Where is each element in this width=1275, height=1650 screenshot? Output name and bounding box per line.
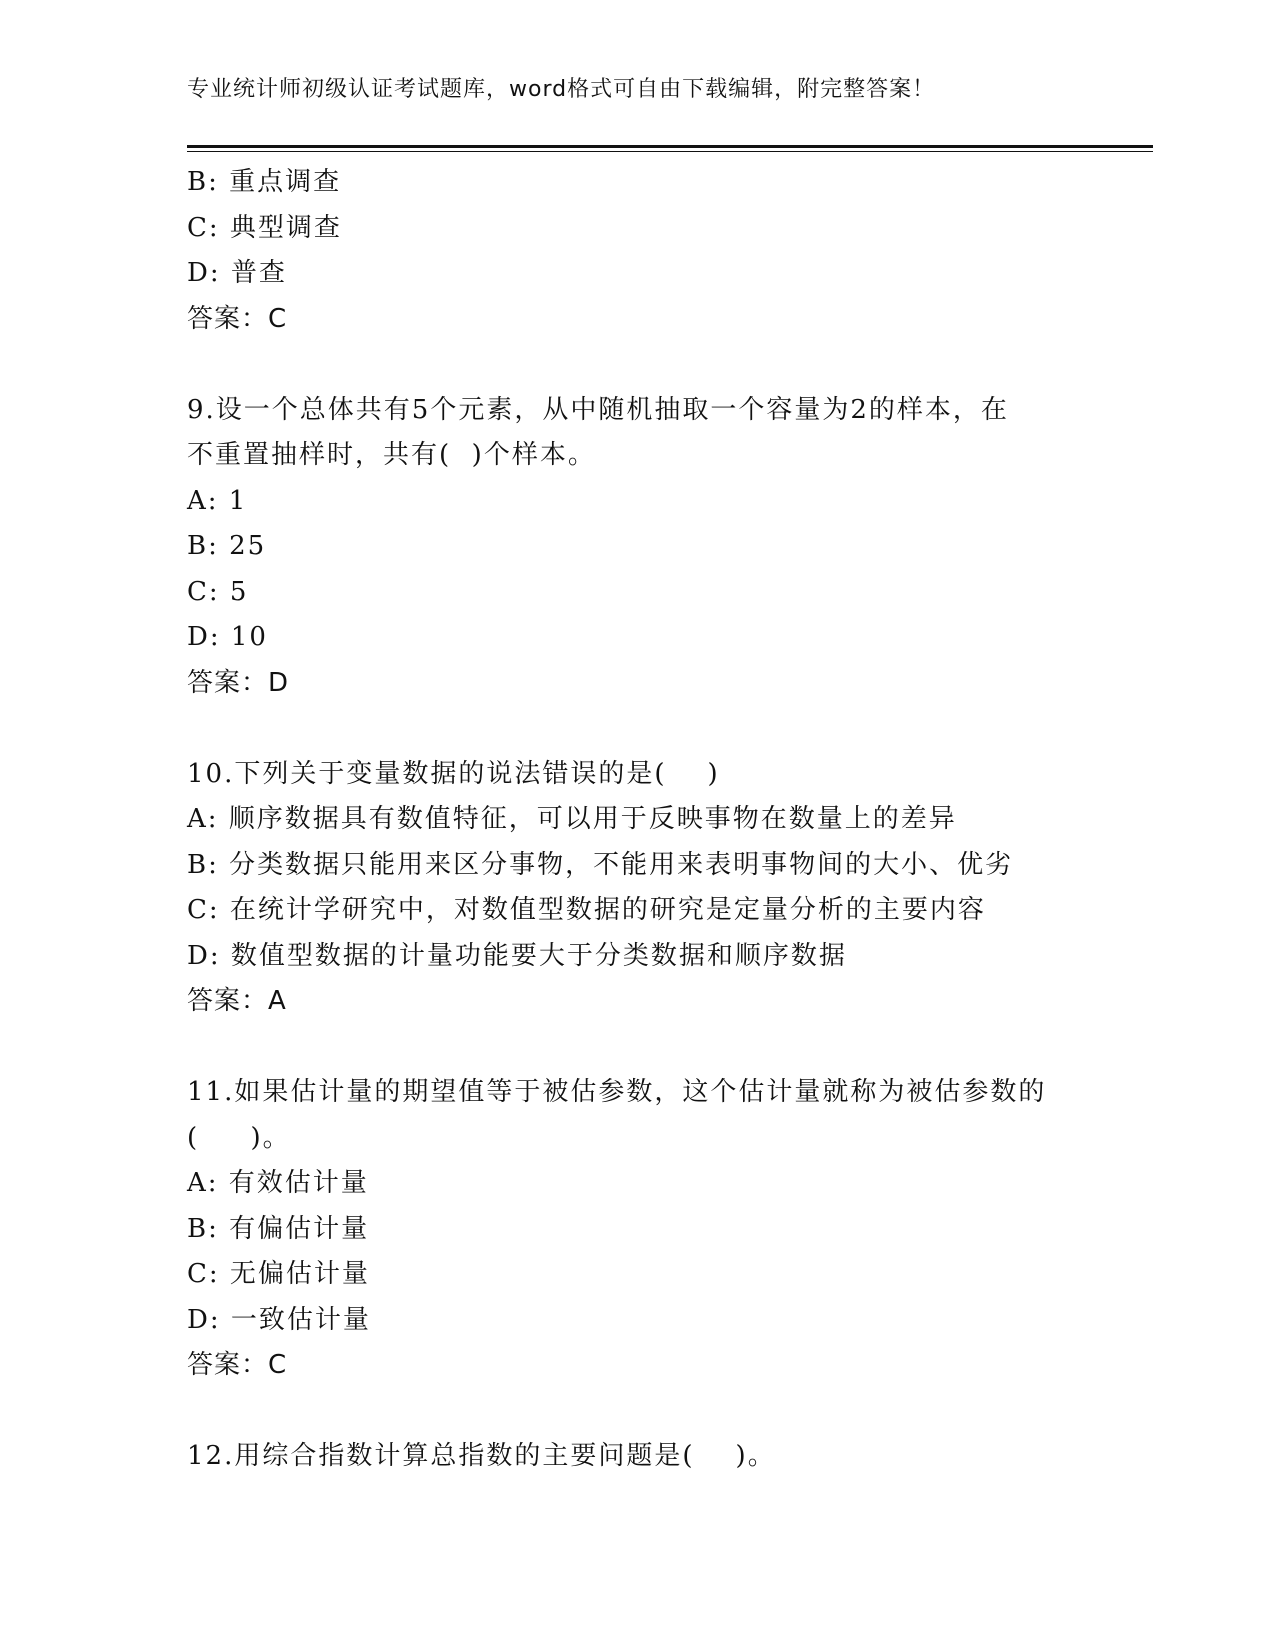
option-a: A: 顺序数据具有数值特征，可以用于反映事物在数量上的差异 xyxy=(187,804,957,834)
question-11 xyxy=(187,1070,1147,1389)
question-stem: 12.用综合指数计算总指数的主要问题是( )。 xyxy=(187,1441,776,1471)
option-a: A: 1 xyxy=(187,485,248,516)
answer: 答案：C xyxy=(187,303,288,334)
question-stem: 9.设一个总体共有5个元素，从中随机抽取一个容量为2的样本，在 xyxy=(187,394,1009,425)
header-rule-thin xyxy=(187,151,1153,152)
option-b: B: 有偏估计量 xyxy=(187,1213,370,1244)
option-b: B: 分类数据只能用来区分事物，不能用来表明事物间的大小、优劣 xyxy=(187,849,1014,880)
option-b: B: 重点调查 xyxy=(187,167,342,197)
option-d: D: 一致估计量 xyxy=(187,1304,371,1335)
option-a: A: 有效估计量 xyxy=(187,1168,369,1198)
spacer xyxy=(187,1389,1147,1435)
option-d: D: 10 xyxy=(187,622,268,652)
question-stem: ( )。 xyxy=(187,1122,291,1153)
option-c: C: 典型调查 xyxy=(187,212,342,243)
header-rule xyxy=(187,145,1153,148)
spacer xyxy=(187,342,1147,388)
option-c: C: 无偏估计量 xyxy=(187,1259,370,1289)
question-8-fragment xyxy=(187,160,1147,342)
answer: 答案：D xyxy=(187,667,290,698)
answer: 答案：C xyxy=(187,1350,288,1380)
question-list xyxy=(187,160,1147,1480)
option-b: B: 25 xyxy=(187,531,267,561)
question-9 xyxy=(187,388,1147,707)
answer: 答案：A xyxy=(187,986,287,1016)
option-c: C: 在统计学研究中，对数值型数据的研究是定量分析的主要内容 xyxy=(187,895,986,925)
question-stem: 不重置抽样时，共有( )个样本。 xyxy=(187,440,596,470)
question-stem: 11.如果估计量的期望值等于被估参数，这个估计量就称为被估参数的 xyxy=(187,1077,1047,1107)
option-c: C: 5 xyxy=(187,576,249,607)
question-stem: 10.下列关于变量数据的说法错误的是( ) xyxy=(187,758,720,789)
option-d: D: 数值型数据的计量功能要大于分类数据和顺序数据 xyxy=(187,940,847,971)
option-d: D: 普查 xyxy=(187,258,287,288)
question-10 xyxy=(187,752,1147,1025)
page-header: 专业统计师初级认证考试题库，word格式可自由下载编辑，附完整答案！ xyxy=(187,77,936,102)
spacer xyxy=(187,706,1147,752)
question-12 xyxy=(187,1434,1147,1480)
spacer xyxy=(187,1025,1147,1071)
